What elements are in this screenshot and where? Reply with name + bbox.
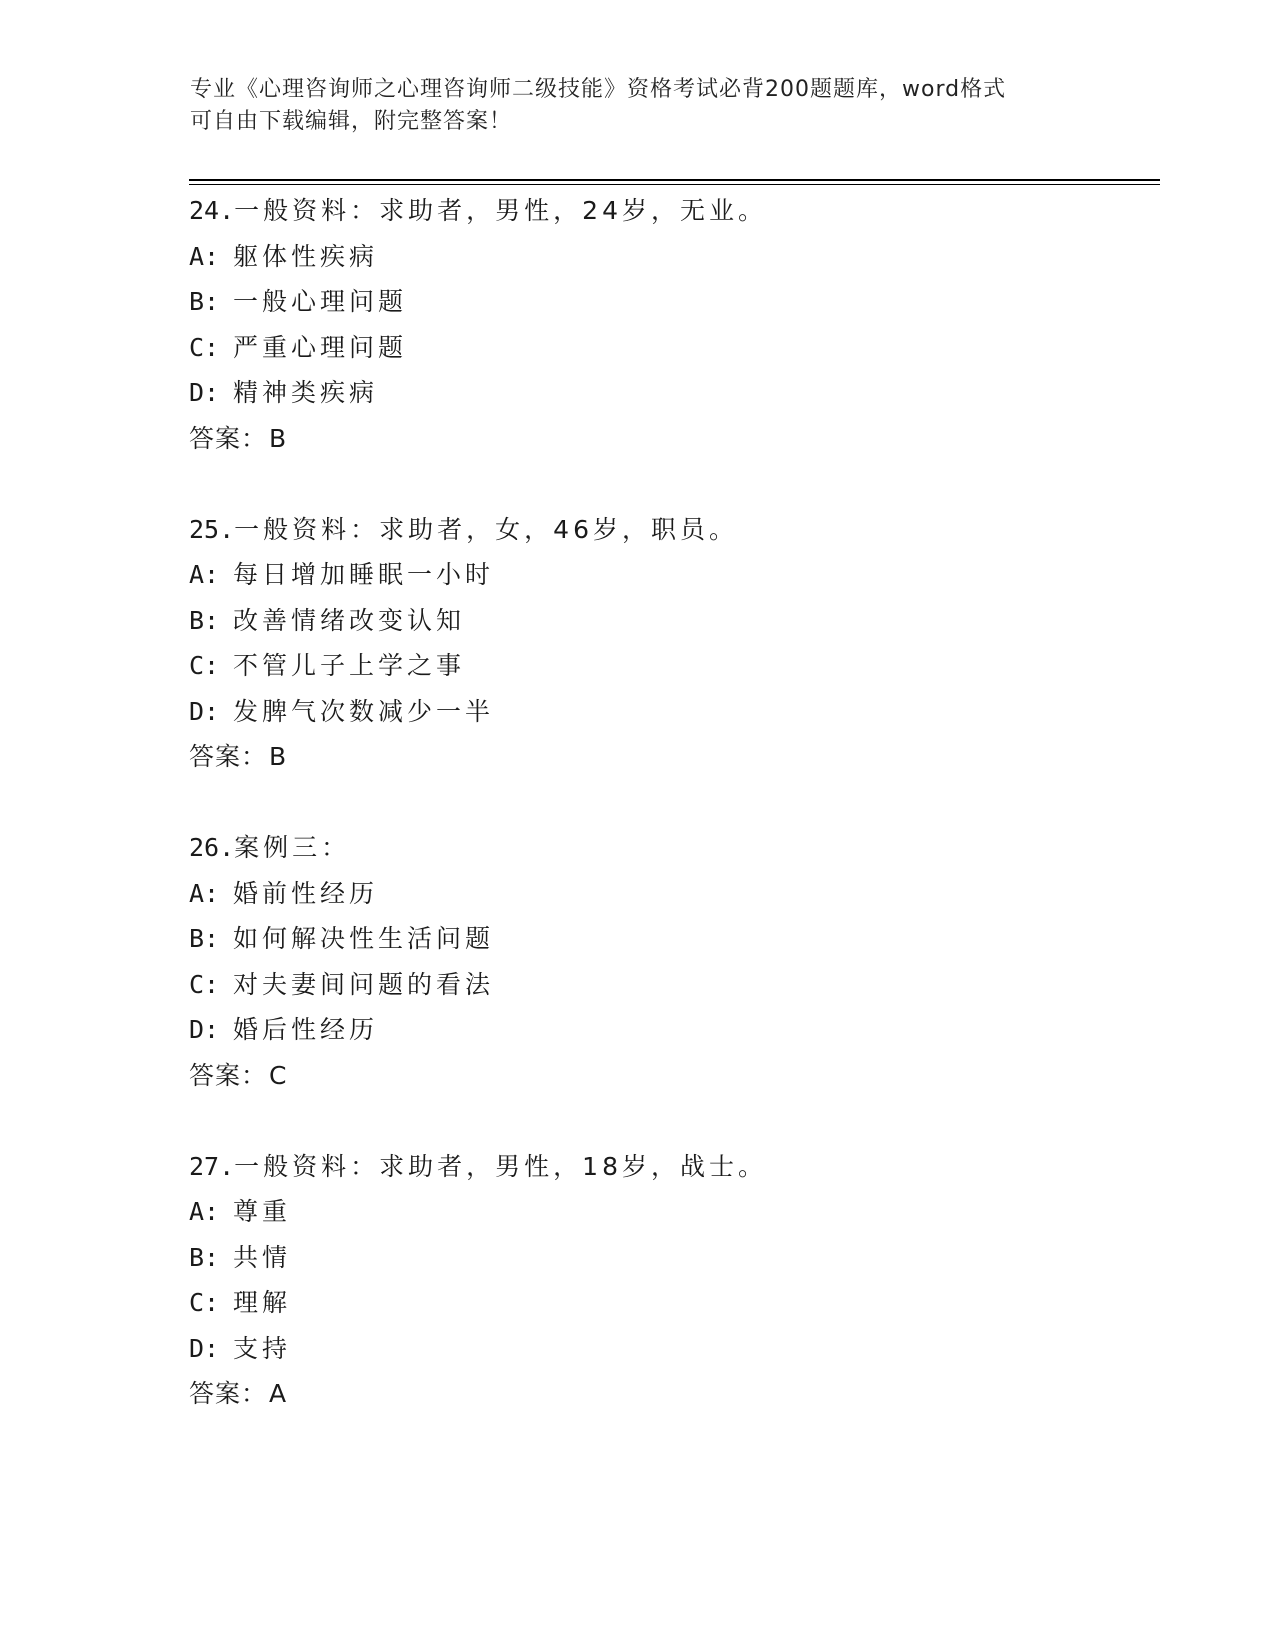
option-c xyxy=(189,962,1149,1008)
option-letter: D: xyxy=(189,1015,220,1044)
question-number: 25. xyxy=(189,514,235,544)
question-24 xyxy=(189,188,1149,461)
option-a xyxy=(189,871,1149,917)
header-divider-thin xyxy=(189,184,1160,185)
option-text: 躯体性疾病 xyxy=(233,241,379,271)
option-text: 精神类疾病 xyxy=(233,378,379,407)
option-letter: D: xyxy=(189,1333,220,1363)
option-c xyxy=(189,643,1149,689)
option-text: 如何解决性生活问题 xyxy=(233,924,495,953)
option-letter: C: xyxy=(189,332,220,362)
answer-label: 答案： xyxy=(189,1060,268,1090)
option-letter: C: xyxy=(189,969,220,999)
option-letter: C: xyxy=(189,651,220,680)
option-text: 婚前性经历 xyxy=(233,878,379,908)
answer-label: 答案： xyxy=(189,742,268,771)
option-c xyxy=(189,325,1149,371)
option-a xyxy=(189,234,1149,280)
answer-line xyxy=(189,1053,1149,1099)
answer-line xyxy=(189,734,1149,780)
option-d xyxy=(189,1007,1149,1053)
question-25 xyxy=(189,507,1149,780)
answer-value: B xyxy=(269,742,288,771)
option-letter: D: xyxy=(189,378,220,407)
header-title-line-1: 专业《心理咨询师之心理咨询师二级技能》资格考试必背200题题库，word格式 xyxy=(190,77,1007,102)
question-text: 一般资料：求助者，男性，24岁，无业。 xyxy=(234,196,767,225)
header-divider-thick xyxy=(189,179,1160,181)
document-header xyxy=(190,74,1090,138)
answer-line xyxy=(189,416,1149,462)
option-text: 理解 xyxy=(233,1288,292,1317)
option-letter: A: xyxy=(189,560,220,589)
answer-label: 答案： xyxy=(189,1379,268,1408)
question-number: 26. xyxy=(189,833,235,862)
option-letter: A: xyxy=(189,878,220,908)
option-text: 对夫妻间问题的看法 xyxy=(233,969,495,999)
option-letter: B: xyxy=(189,287,220,316)
question-text: 一般资料：求助者，女，46岁，职员。 xyxy=(234,514,738,544)
answer-value: C xyxy=(269,1060,288,1090)
question-26 xyxy=(189,825,1149,1098)
option-text: 改善情绪改变认知 xyxy=(233,605,466,635)
option-text: 一般心理问题 xyxy=(233,287,408,316)
option-b xyxy=(189,279,1149,325)
option-text: 尊重 xyxy=(233,1197,292,1226)
question-stem xyxy=(189,825,1149,871)
option-a xyxy=(189,552,1149,598)
answer-label: 答案： xyxy=(189,423,268,453)
option-d xyxy=(189,689,1149,735)
option-b xyxy=(189,1235,1149,1281)
option-letter: A: xyxy=(189,1197,220,1226)
option-letter: B: xyxy=(189,1242,220,1272)
question-text: 案例三： xyxy=(234,833,351,862)
option-letter: A: xyxy=(189,241,220,271)
option-letter: B: xyxy=(189,605,220,635)
option-d xyxy=(189,370,1149,416)
answer-line xyxy=(189,1371,1149,1417)
option-c xyxy=(189,1280,1149,1326)
question-text: 一般资料：求助者，男性，18岁，战士。 xyxy=(234,1151,767,1181)
option-a xyxy=(189,1189,1149,1235)
option-letter: D: xyxy=(189,696,220,726)
option-letter: C: xyxy=(189,1288,220,1317)
option-text: 婚后性经历 xyxy=(233,1015,379,1044)
option-text: 不管儿子上学之事 xyxy=(233,651,466,680)
question-stem xyxy=(189,507,1149,553)
option-b xyxy=(189,598,1149,644)
option-text: 严重心理问题 xyxy=(233,332,408,362)
question-stem xyxy=(189,188,1149,234)
question-stem xyxy=(189,1144,1149,1190)
answer-value: A xyxy=(269,1379,288,1408)
header-title-line-2: 可自由下载编辑，附完整答案！ xyxy=(190,109,513,134)
option-letter: B: xyxy=(189,924,220,953)
option-b xyxy=(189,916,1149,962)
question-number: 27. xyxy=(189,1151,235,1181)
option-text: 每日增加睡眠一小时 xyxy=(233,560,495,589)
question-27 xyxy=(189,1144,1149,1417)
option-text: 共情 xyxy=(233,1242,292,1272)
option-d xyxy=(189,1326,1149,1372)
option-text: 发脾气次数减少一半 xyxy=(233,696,495,726)
answer-value: B xyxy=(269,423,288,453)
question-list xyxy=(189,188,1149,1462)
option-text: 支持 xyxy=(233,1333,292,1363)
question-number: 24. xyxy=(189,196,235,225)
